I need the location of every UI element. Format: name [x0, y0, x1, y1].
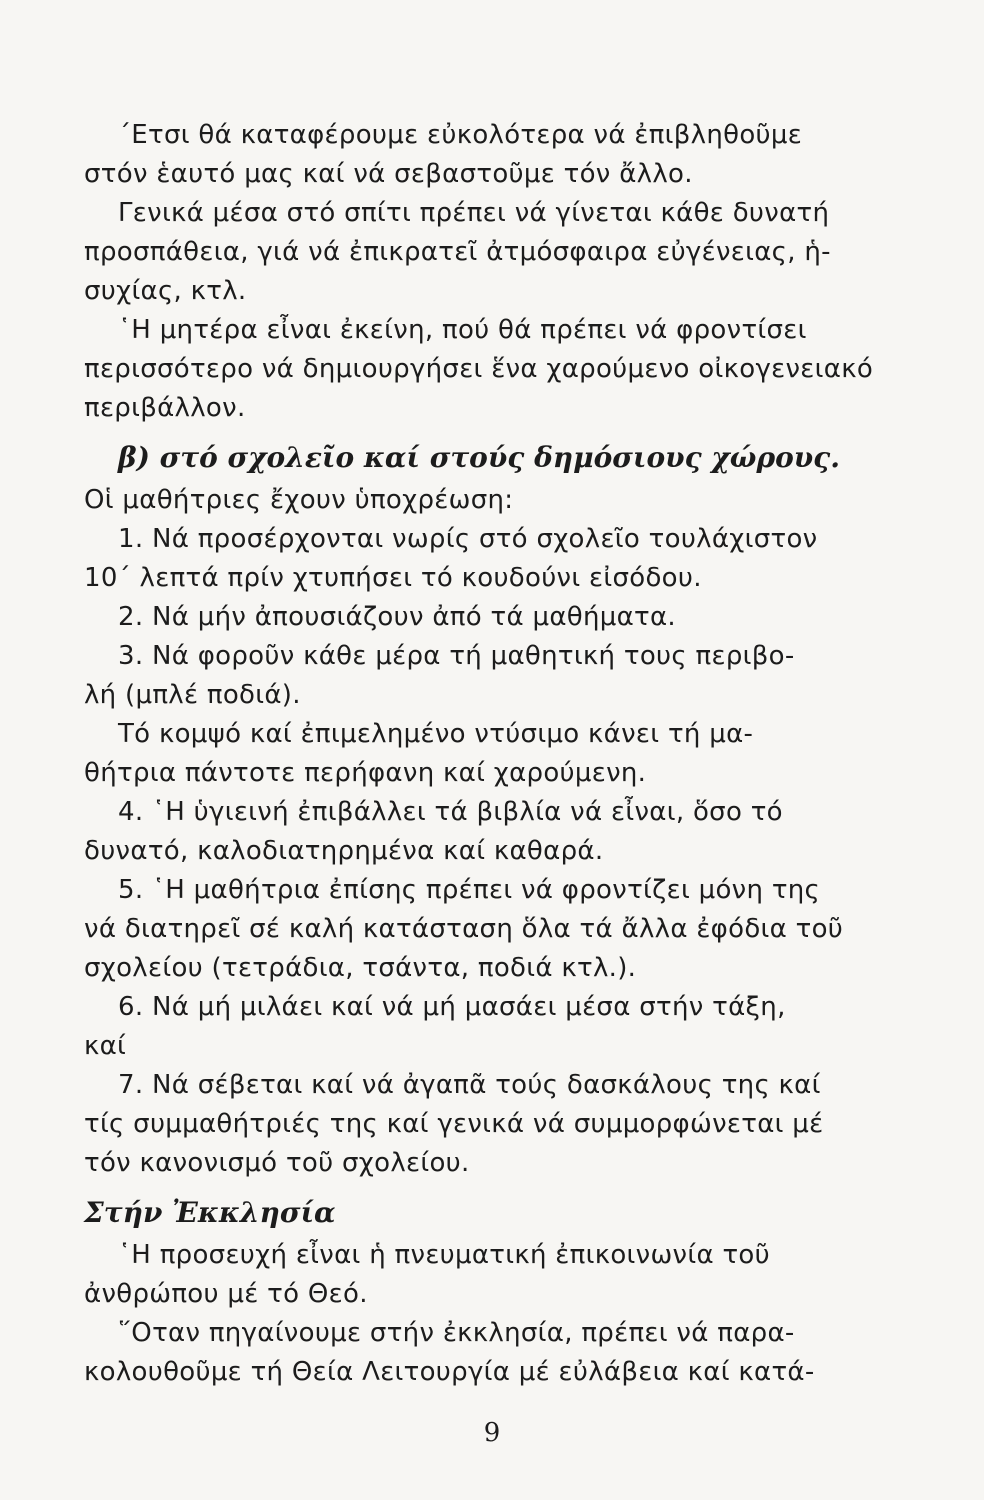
text-line: 6. Νά μή μιλάει καί νά μή μασάει μέσα στήν τάξη, — [118, 992, 786, 1022]
text-line: τόν κανονισμό τοῦ σχολείου. — [84, 1148, 470, 1178]
text-line: Τό κομψό καί ἐπιμελημένο ντύσιμο κάνει τή μα- — [118, 719, 754, 749]
section-heading-school: β) στό σχολεῖο καί στούς δημόσιους χώρους. — [118, 441, 840, 474]
text-line: στόν ἑαυτό μας καί νά σεβαστοῦμε τόν ἄλλο. — [84, 159, 693, 189]
text-line: 10΄ λεπτά πρίν χτυπήσει τό κουδούνι εἰσόδου. — [84, 563, 702, 593]
text-line: ἀνθρώπου μέ τό Θεό. — [84, 1279, 368, 1309]
text-line: θήτρια πάντοτε περήφανη καί χαρούμενη. — [84, 758, 647, 788]
text-line: 1. Νά προσέρχονται νωρίς στό σχολεῖο τουλάχιστον — [118, 524, 818, 554]
text-line: ῾Η προσευχή εἶναι ἡ πνευματική ἐπικοινωνία τοῦ — [118, 1240, 770, 1270]
text-line: 3. Νά φοροῦν κάθε μέρα τή μαθητική τους περιβο- — [118, 641, 795, 671]
text-line: ῞Οταν πηγαίνουμε στήν ἐκκλησία, πρέπει νά παρα- — [118, 1318, 795, 1348]
text-line: κολουθοῦμε τή Θεία Λειτουργία μέ εὐλάβεια καί κατά- — [84, 1357, 815, 1387]
text-line: 7. Νά σέβεται καί νά ἀγαπᾶ τούς δασκάλους της καί — [118, 1070, 821, 1100]
section-heading-church: Στήν Ἐκκλησία — [84, 1196, 336, 1229]
text-line: ΄Ετσι θά καταφέρουμε εὐκολότερα νά ἐπιβληθοῦμε — [118, 120, 803, 150]
text-line: 4. ῾Η ὑγιεινή ἐπιβάλλει τά βιβλία νά εἶναι, ὅσο τό — [118, 797, 783, 827]
text-line: ῾Η μητέρα εἶναι ἐκείνη, πού θά πρέπει νά φροντίσει — [118, 315, 807, 345]
text-line: καί — [84, 1031, 127, 1061]
text-line: 2. Νά μήν ἀπουσιάζουν ἀπό τά μαθήματα. — [118, 602, 676, 632]
text-line: Οἱ μαθήτριες ἔχουν ὑποχρέωση: — [84, 485, 514, 515]
text-line: σχολείου (τετράδια, τσάντα, ποδιά κτλ.). — [84, 953, 637, 983]
text-line: Γενικά μέσα στό σπίτι πρέπει νά γίνεται κάθε δυνατή — [118, 198, 830, 228]
text-line: νά διατηρεῖ σέ καλή κατάσταση ὅλα τά ἄλλα ἐφόδια τοῦ — [84, 914, 844, 944]
text-line: συχίας, κτλ. — [84, 276, 247, 306]
page-number: 9 — [483, 1418, 501, 1448]
text-line: 5. ῾Η μαθήτρια ἐπίσης πρέπει νά φροντίζει μόνη της — [118, 875, 821, 905]
text-line: δυνατό, καλοδιατηρημένα καί καθαρά. — [84, 836, 604, 866]
text-line: λή (μπλέ ποδιά). — [84, 680, 301, 710]
text-line: τίς συμμαθήτριές της καί γενικά νά συμμορφώνεται μέ — [84, 1109, 824, 1139]
text-line: περιβάλλον. — [84, 393, 246, 423]
text-line: προσπάθεια, γιά νά ἐπικρατεῖ ἀτμόσφαιρα εὐγένειας, ἡ- — [84, 237, 831, 267]
text-line: περισσότερο νά δημιουργήσει ἕνα χαρούμενο οἰκογενειακό — [84, 354, 874, 384]
